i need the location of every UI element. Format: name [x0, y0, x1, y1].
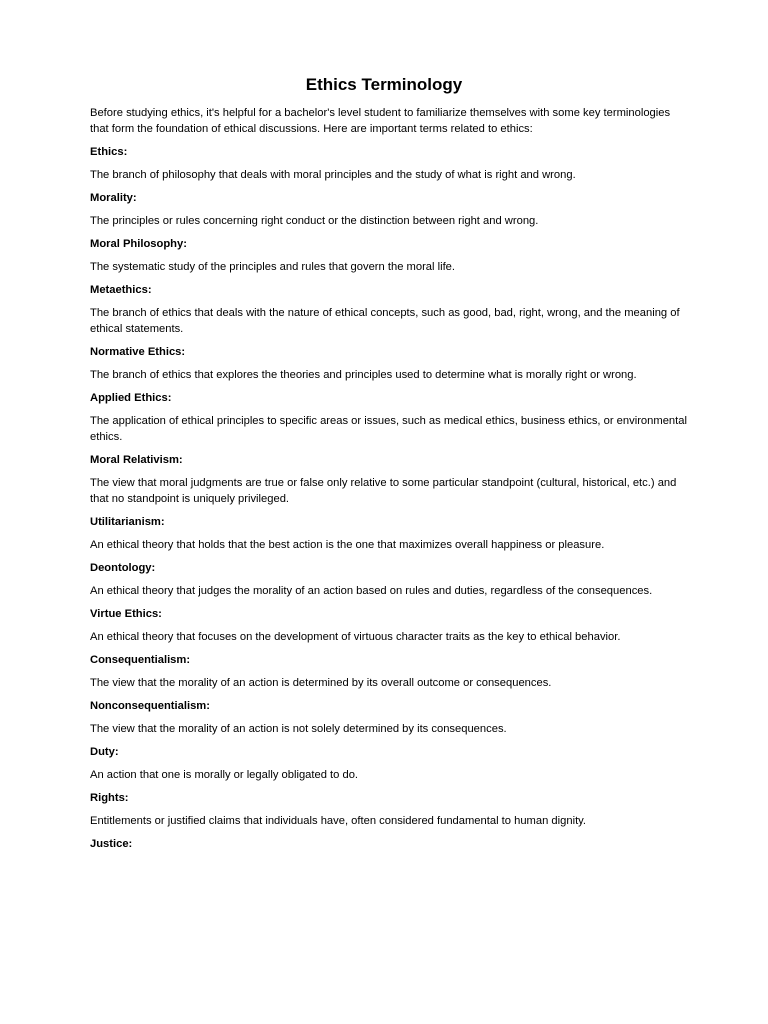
- term-heading: Rights:: [90, 792, 129, 804]
- term-heading: Virtue Ethics:: [90, 608, 162, 620]
- term-definition: An ethical theory that focuses on the development of virtuous character traits as the key to ethical behavior.: [90, 631, 621, 643]
- term-heading: Moral Philosophy:: [90, 238, 187, 250]
- term-heading: Ethics:: [90, 146, 128, 158]
- term-definition: The view that the morality of an action is determined by its overall outcome or consequences.: [90, 677, 552, 689]
- term-definition: The systematic study of the principles and rules that govern the moral life.: [90, 261, 456, 273]
- term-definition: The branch of ethics that deals with the nature of ethical concepts, such as good, bad, right, wrong, and the meaning of ethical statements.: [90, 307, 680, 335]
- term-definition: Entitlements or justified claims that individuals have, often considered fundamental to human dignity.: [90, 815, 587, 827]
- intro-paragraph: Before studying ethics, it's helpful for a bachelor's level student to familiarize themselves with some key terminologies that form the foundation of ethical discussions. Here are important terms related to ethics:: [90, 107, 671, 135]
- term-definition: The view that the morality of an action is not solely determined by its consequences.: [90, 723, 507, 735]
- term-heading: Nonconsequentialism:: [90, 700, 210, 712]
- term-definition: The branch of philosophy that deals with moral principles and the study of what is right and wrong.: [90, 169, 576, 181]
- term-heading: Deontology:: [90, 562, 156, 574]
- term-heading: Normative Ethics:: [90, 346, 186, 358]
- term-definition: The application of ethical principles to specific areas or issues, such as medical ethics, business ethics, or environmental ethics.: [90, 415, 687, 443]
- term-heading: Morality:: [90, 192, 137, 204]
- page-title: Ethics Terminology: [305, 75, 463, 94]
- term-definition: The branch of ethics that explores the theories and principles used to determine what is morally right or wrong.: [90, 369, 637, 381]
- term-heading: Consequentialism:: [90, 654, 191, 666]
- term-heading: Applied Ethics:: [90, 392, 172, 404]
- term-definition: An ethical theory that holds that the best action is the one that maximizes overall happiness or pleasure.: [90, 539, 605, 551]
- term-heading: Utilitarianism:: [90, 516, 165, 528]
- term-definition: An action that one is morally or legally obligated to do.: [90, 769, 359, 781]
- term-heading: Moral Relativism:: [90, 454, 183, 466]
- term-heading: Justice:: [90, 838, 133, 850]
- term-definition: The view that moral judgments are true or false only relative to some particular standpoint (cultural, historical, etc.) and that no standpoint is uniquely privileged.: [90, 477, 677, 505]
- term-definition: The principles or rules concerning right conduct or the distinction between right and wrong.: [90, 215, 539, 227]
- document-body: [90, 105, 690, 859]
- term-heading: Metaethics:: [90, 284, 152, 296]
- term-definition: An ethical theory that judges the morality of an action based on rules and duties, regardless of the consequences.: [90, 585, 653, 597]
- term-heading: Duty:: [90, 746, 119, 758]
